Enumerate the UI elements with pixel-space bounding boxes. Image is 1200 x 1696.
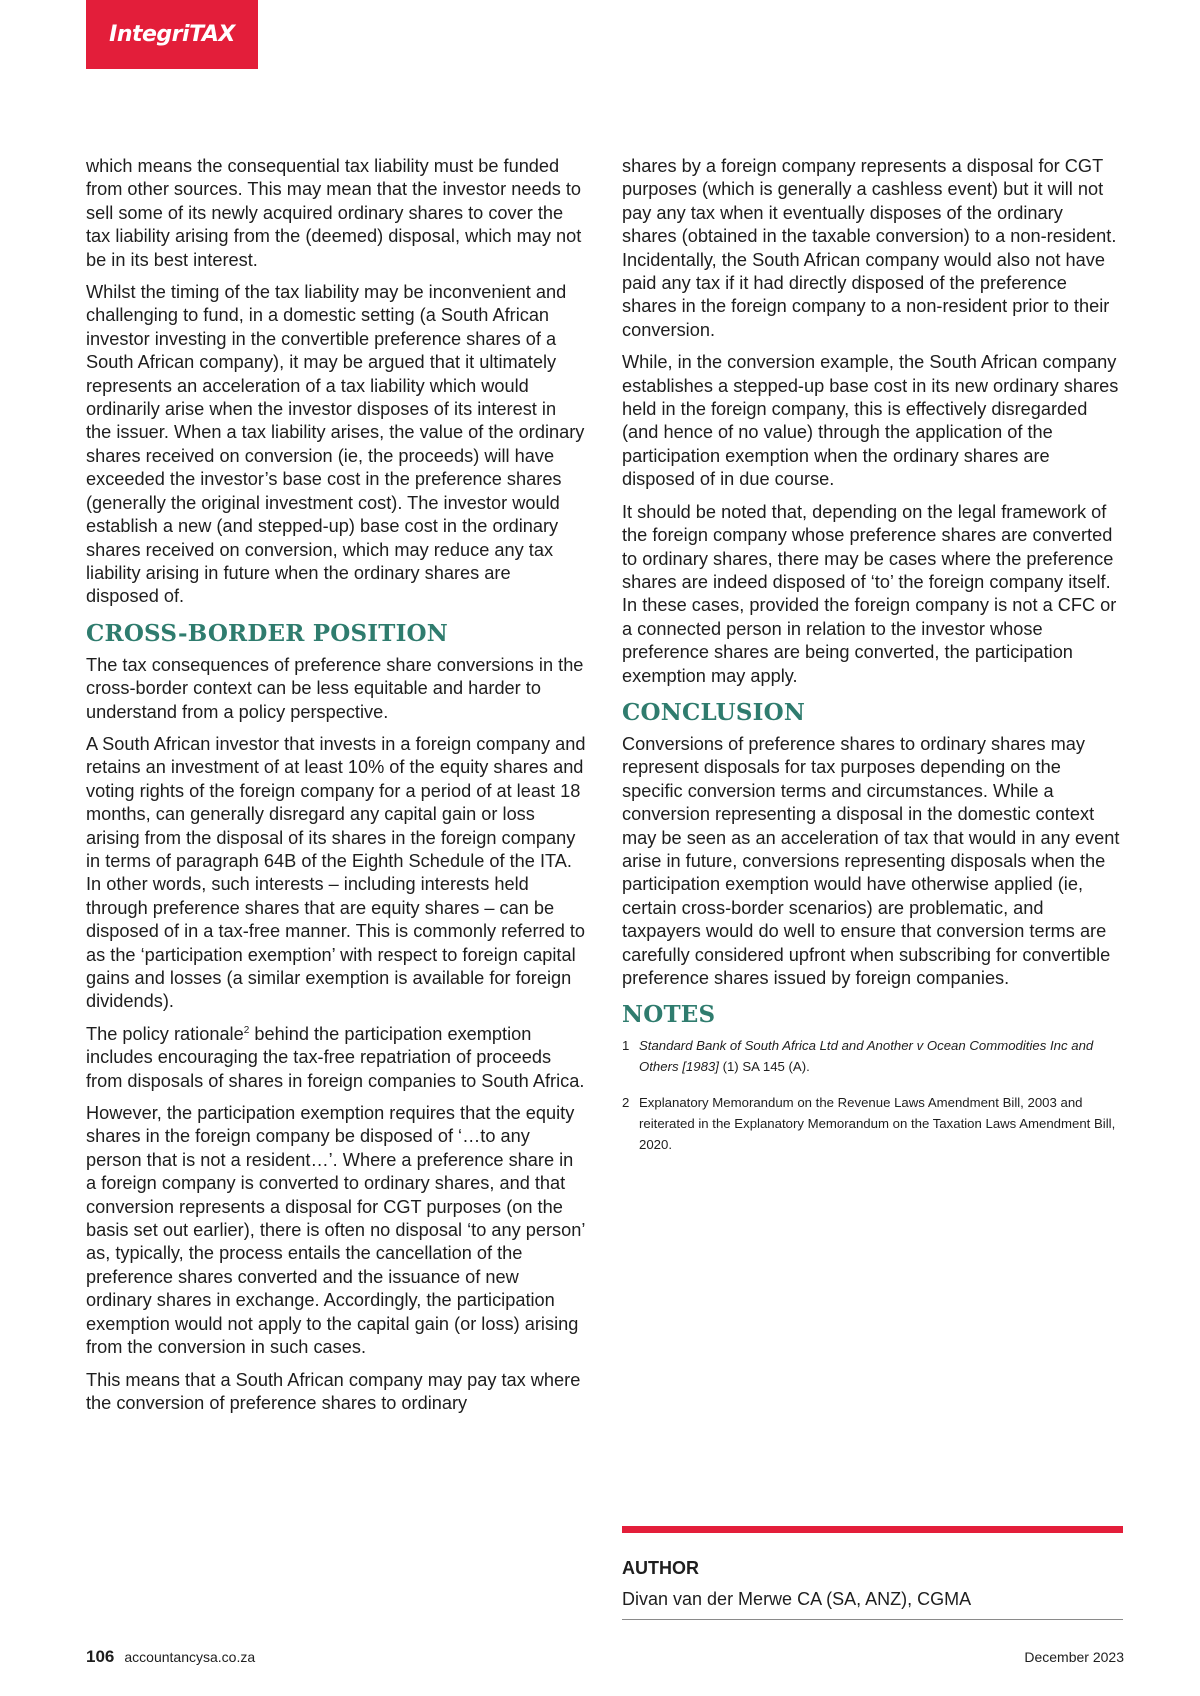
paragraph: A South African investor that invests in a foreign company and retains an investment of at least 10% of the equity shares and voting rights of the foreign company for a period of at least 18 months, can generally disregard any capital gain or loss arising from the disposal of its shares in the foreign company in terms of paragraph 64B of the Eighth Schedule of the ITA. In other words, such interests – including interests held through preference shares that are equity shares – can be disposed of in a tax-free manner. This is commonly referred to as the ‘participation exemption’ with respect to foreign capital gains and losses (a similar exemption is available for foreign dividends). [86, 733, 586, 1012]
section-heading-conclusion: CONCLUSION [622, 698, 806, 726]
author-name: Divan van der Merwe CA (SA, ANZ), CGMA [622, 1589, 972, 1609]
footer-site: accountancysa.co.za [124, 1649, 256, 1665]
paragraph: which means the consequential tax liability must be funded from other sources. This may mean that the investor needs to sell some of its newly acquired ordinary shares to cover the tax liability arising from the (deemed) disposal, which may not be in its best interest. [86, 156, 582, 270]
note-number: 1 [622, 1038, 630, 1054]
paragraph: Whilst the timing of the tax liability may be inconvenient and challenging to fund, in a domestic setting (a South African investor investing in the convertible preference shares of a South African company), it may be argued that it ultimately represents an acceleration of a tax liability which would ordinarily arise when the investor disposes of its interest in the issuer. When a tax liability arises, the value of the ordinary shares received on conversion (ie, the proceeds) will have exceeded the investor’s base cost in the preference shares (generally the original investment cost). The investor would establish a new (and stepped-up) base cost in the ordinary shares received on conversion, which may reduce any tax liability arising in future when the ordinary shares are disposed of. [86, 282, 585, 607]
note-text: Explanatory Memorandum on the Revenue Laws Amendment Bill, 2003 and reiterated in the Explanatory Memorandum on the Taxation Laws Amendment Bill, 2020. [639, 1095, 1116, 1153]
logo-text: IntegriTAX [109, 22, 235, 47]
author-bottom-rule [622, 1619, 1123, 1620]
integritax-logo [86, 0, 258, 69]
author-label: AUTHOR [622, 1558, 699, 1578]
text-span: The policy rationale [86, 1023, 244, 1044]
note-item [622, 1092, 1122, 1155]
footnote-ref: 2 [243, 1024, 250, 1036]
left-column [86, 155, 586, 1424]
section-heading-notes: NOTES [622, 1001, 716, 1029]
paragraph: Conversions of preference shares to ordinary shares may represent disposals for tax purposes depending on the specific conversion terms and circumstances. While a conversion representing a disposal in the domestic context may be seen as an acceleration of tax that would in any event arise in future, conversions representing disposals when the participation exemption would have otherwise applied (ie, certain cross-border scenarios) are problematic, and taxpayers would do well to ensure that conversion terms are carefully considered upfront when subscribing for convertible preference shares issued by foreign companies. [622, 733, 1120, 988]
paragraph-with-footnote [86, 1023, 586, 1093]
text-span: behind the participation exemption includes encouraging the tax-free repatriation of proceeds from disposals of shares in foreign companies to South Africa. [86, 1023, 585, 1091]
author-divider-bar [622, 1526, 1123, 1533]
paragraph: This means that a South African company may pay tax where the conversion of preference shares to ordinary [86, 1369, 581, 1413]
paragraph: shares by a foreign company represents a disposal for CGT purposes (which is generally a cashless event) but it will not pay any tax when it eventually disposes of the ordinary shares (obtained in the taxable conversion) to a non-resident. Incidentally, the South African company would also not have paid any tax if it had directly disposed of the preference shares in the foreign company to a non-resident prior to their conversion. [622, 156, 1117, 340]
note-case-name: Standard Bank of South Africa Ltd and Another v Ocean Commodities Inc and Others [1983] [639, 1038, 1094, 1075]
note-item [622, 1035, 1122, 1077]
paragraph: However, the participation exemption requires that the equity shares in the foreign company be disposed of ‘…to any person that is not a resident…’. Where a preference share in a foreign company is converted to ordinary shares, and that conversion represents a disposal for CGT purposes (on the basis set out earlier), there is often no disposal ‘to any person’ as, typically, the process entails the cancellation of the preference shares converted and the issuance of new ordinary shares in exchange. Accordingly, the participation exemption would not apply to the capital gain (or loss) arising from the conversion in such cases. [86, 1103, 585, 1358]
note-text: (1) SA 145 (A). [718, 1059, 810, 1075]
section-heading-cross-border: CROSS-BORDER POSITION [86, 619, 449, 647]
footer-date: December 2023 [1024, 1649, 1124, 1665]
page-number: 106 [86, 1647, 115, 1666]
note-number: 2 [622, 1095, 630, 1111]
paragraph: It should be noted that, depending on the legal framework of the foreign company whose preference shares are converted to ordinary shares, there may be cases where the preference shares are indeed disposed of ‘to’ the foreign company itself. In these cases, provided the foreign company is not a CFC or a connected person in relation to the investor whose preference shares are being converted, the participation exemption may apply. [622, 501, 1117, 686]
right-column [622, 155, 1122, 1170]
footer-left [86, 1647, 255, 1667]
paragraph: The tax consequences of preference share conversions in the cross-border context can be less equitable and harder to understand from a policy perspective. [86, 654, 584, 722]
paragraph: While, in the conversion example, the South African company establishes a stepped-up base cost in its new ordinary shares held in the foreign company, this is effectively disregarded (and hence of no value) through the application of the participation exemption when the ordinary shares are disposed of in due course. [622, 352, 1119, 490]
notes-list [622, 1035, 1122, 1155]
